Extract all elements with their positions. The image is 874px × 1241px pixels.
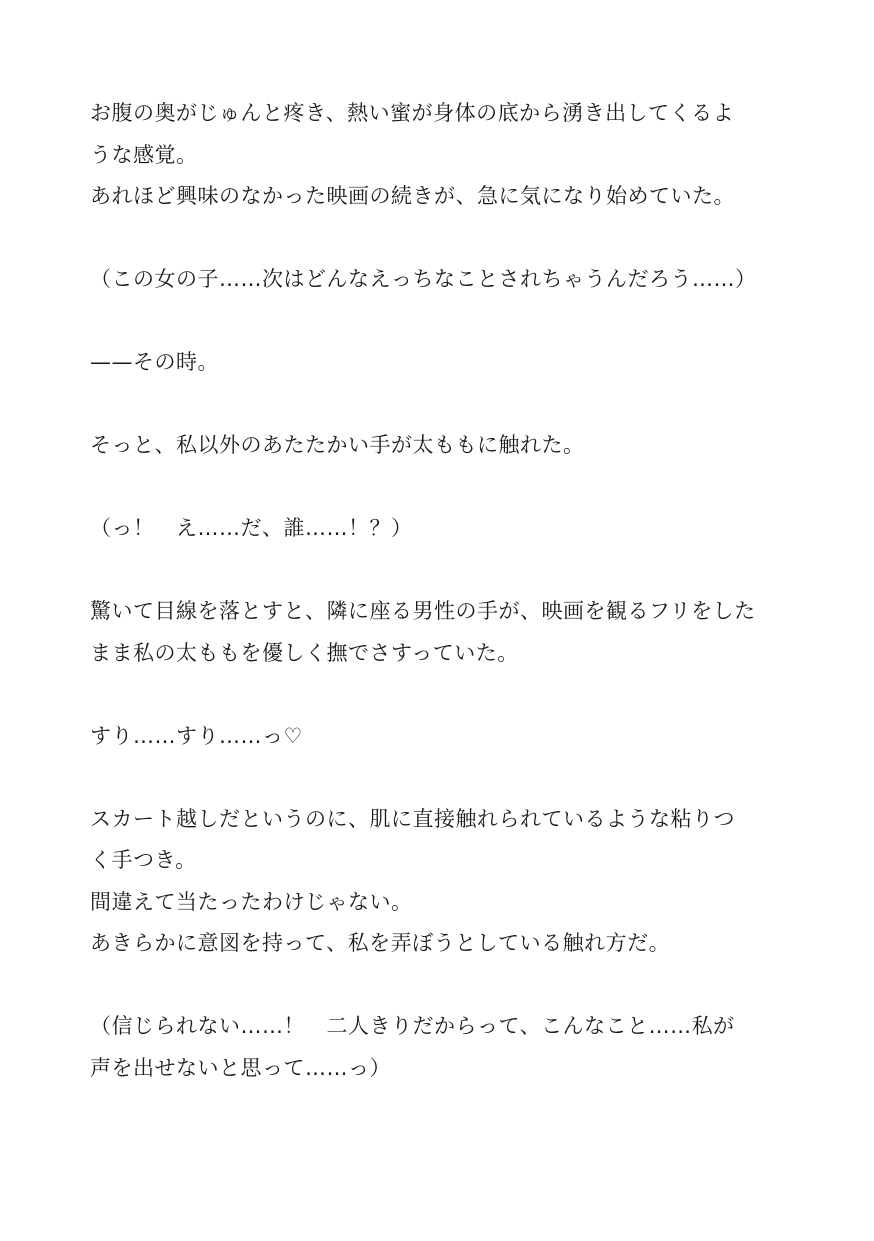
text-line: そっと、私以外のあたたかい手が太ももに触れた。	[90, 433, 585, 457]
paragraph-gap	[90, 550, 790, 592]
novel-text	[90, 93, 790, 1089]
text-line: 間違えて当たったわけじゃない。	[90, 889, 413, 914]
text-line: うな感覚。	[90, 142, 198, 167]
text-line: まま私の太ももを優しく撫でさすっていた。	[90, 640, 519, 665]
text-line: （信じられない……！ 二人きりだからって、こんなこと……私が	[90, 1014, 735, 1038]
text-line: （っ！ え……だ、誰……！？）	[90, 516, 413, 540]
paragraph-gap	[90, 965, 790, 1007]
paragraph-gap	[90, 757, 790, 799]
paragraph-gap	[90, 218, 790, 260]
paragraph-gap	[90, 467, 790, 509]
text-line: スカート越しだというのに、肌に直接触れられているような粘りつ	[90, 806, 735, 831]
text-line: ——その時。	[90, 350, 219, 374]
text-line: （この女の子……次はどんなえっちなことされちゃうんだろう……）	[90, 267, 757, 291]
paragraph-gap	[90, 301, 790, 343]
text-line: あれほど興味のなかった映画の続きが、急に気になり始めていた。	[90, 184, 735, 208]
paragraph-gap	[90, 384, 790, 426]
text-line: あきらかに意図を持って、私を弄ぼうとしている触れ方だ。	[90, 931, 671, 955]
text-line: すり……すり……っ♡	[90, 723, 303, 748]
text-line: お腹の奥がじゅんと疼き、熱い蜜が身体の底から湧き出してくるよ	[90, 101, 735, 125]
text-line: く手つき。	[90, 848, 197, 872]
text-line: 驚いて目線を落とすと、隣に座る男性の手が、映画を観るフリをした	[90, 599, 756, 623]
paragraph-gap	[90, 674, 790, 716]
text-line: 声を出せないと思って……っ）	[90, 1055, 391, 1080]
